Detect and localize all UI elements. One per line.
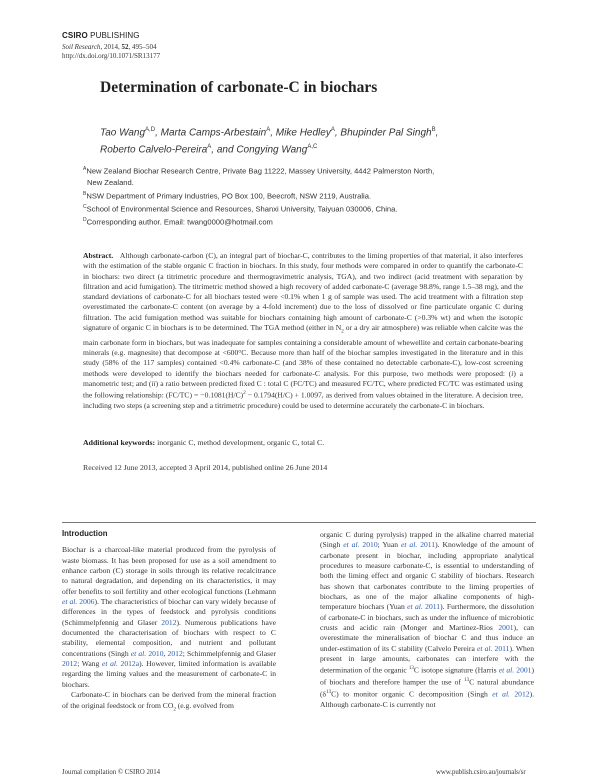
section-heading: Introduction <box>62 529 108 538</box>
intro-column-right <box>320 530 534 710</box>
abstract: Abstract. Although carbonate-carbon (C), an integral part of biochar-C, contributes to the liming properties of that material, it also interferes with the estimation of the stable organic C fraction in biochars. In this study, four methods were compared in order to quantify the carbonate-C in biochars: two direct (a titrimetric procedure and thermogravimetric analysis, TGA), and two indirect (acid treatment with separation by filtration and acid fumigation). The titrimetric method showed a high recovery of added carbonate-C (average 98.8%, range 1.5–38 mg), and the standard deviations of carbonate-C for all biochars tested were <0.1% when 1 g of sample was used. The acid treatment with a filtration step overestimated the carbonate-C content (on average by a 4-fold increment) due to the loss of dissolved or fine particulate organic C during filtration. The acid fumigation method was suitable for biochars containing high amount of carbonate-C (>0.3% wt) and when the isotopic signature of organic C in biochars is to be determined. The TGA method (either in $N_2$ or a dry air atmosphere) was reliable when calcite was the main carbonate form in biochars, but was inadequate for samples containing a considerable amount of whewellite and certain carbonate-bearing minerals (e.g. magnesite) that decompose at <600°C. Because more than half of the biochar samples investigated in the literature and in this study (58% of the 117 samples) contained <0.4% carbonate-C (and 38% of these contained no detectable carbonate-C), low-cost screening methods were developed to identify the biochars needed for carbonate-C analysis. For this purpose, two methods were proposed: (i) a manometric test; and (ii) a ratio between predicted fixed C : total C (FC/TC) and measured FC/TC, where predicted FC/TC was estimated using the following relationship: $(FC/TC) = -0.1081(H/C)^2 - 0.1794(H/C) + 1.0097$, as derived from values obtained in the literature. A decision tree, including two steps (a screening step and a titrimetric procedure) could be used to determine accurately the carbonate-C in biochars. <box>83 251 524 411</box>
footer-copyright: Journal compilation © CSIRO 2014 <box>62 769 161 776</box>
section-divider <box>62 522 536 523</box>
keywords: Additional keywords: inorganic C, method development, organic C, total C. <box>83 438 325 447</box>
received-dates: Received 12 June 2013, accepted 3 April 2014, published online 26 June 2014 <box>83 463 328 472</box>
author-list: Tao Wang$^{A,D}$, Marta Camps-Arbestain$^A$, Mike Hedley$^A$, Bhupinder Pal Singh$^B$, Roberto Calvelo-Pereira$^A$, and Congying Wang$^{A,C}$ <box>100 127 439 156</box>
paragraph: Biochar is a charcoal-like material produced from the pyrolysis of waste biomass. It has been proposed for use as a soil amendment to enhance carbon (C) storage in soils through its relative recalcitrance to natural degradation, and depending on its characteristics, it may offer benefits to soil fertility and other ecological functions (Lehmann et al. 2006). The characteristics of biochar can vary widely because of differences in the types of feedstock and pyrolysis conditions (Schimmelpfennig and Glaser 2012). Numerous publications have documented the characterisation of biochars with respect to C stability, elemental composition, and nutrient and pollutant concentrations (Singh et al. 2010, 2012; Schimmelpfennig and Glaser 2012; Wang et al. 2012a). However, limited information is available regarding the liming values and the measurement of carbonate-C in biochars. <box>62 545 277 689</box>
footer-url-link[interactable]: www.publish.csiro.au/journals/sr <box>436 769 526 776</box>
paragraph: organic C during pyrolysis) trapped in the alkaline charred material (Singh et al. 2010; Yuan et al. 2011). Knowledge of the amount of carbonate present in biochar, including appropriate analytical procedures to measure carbonate-C, is essential to understanding of both the liming effect and organic C stability of biochars. Research has shown that carbonates contribute to the liming properties of biochars, as one of the major alkaline components of high-temperature biochars (Yuan et al. 2011). Furthermore, the dissolution of carbonate-C in biochars, such as under the influence of microbiotic crusts and acidic rain (Monger and Martinez-Rios 2001), can overestimate the mineralisation of biochar C and thus induce an under-estimation of its C stability (Calvelo Pereira et al. 2011). When present in large amounts, carbonates can interfere with the determination of the organic $^{13}$C isotope signature (Harris et al. 2001) of biochars and therefore hamper the use of $^{13}$C natural abundance $(\delta^{13}C)$ to monitor organic C decomposition (Singh et al. 2012). Although carbonate-C is currently not <box>320 530 535 710</box>
affiliations: $^A$New Zealand Biochar Research Centre, Private Bag 11222, Massey University, 4442 Palmerston North, New Zealand. $^B$NSW Department of Primary Industries, PO Box 100, Beecroft, NSW 2119, Australia. $^C$School of Environmental Science and Resources, Shanxi University, Taiyuan 030006, China. $^D$Corresponding author. Email: twang0000@hotmail.com <box>83 166 435 227</box>
paragraph: Carbonate-C in biochars can be derived from the mineral fraction of the original feedstock or from $CO_2$ (e.g. evolved from <box>62 690 276 713</box>
journal-citation: Soil Research, 2014, 52, 495–504 http://dx.doi.org/10.1071/SR13177 <box>62 43 161 60</box>
doi-link[interactable]: http://dx.doi.org/10.1071/SR13177 <box>62 52 161 60</box>
publisher-logo: CSIRO PUBLISHING <box>62 31 140 40</box>
intro-column-left <box>62 529 276 715</box>
article-title: Determination of carbonate-C in biochars <box>100 79 378 96</box>
